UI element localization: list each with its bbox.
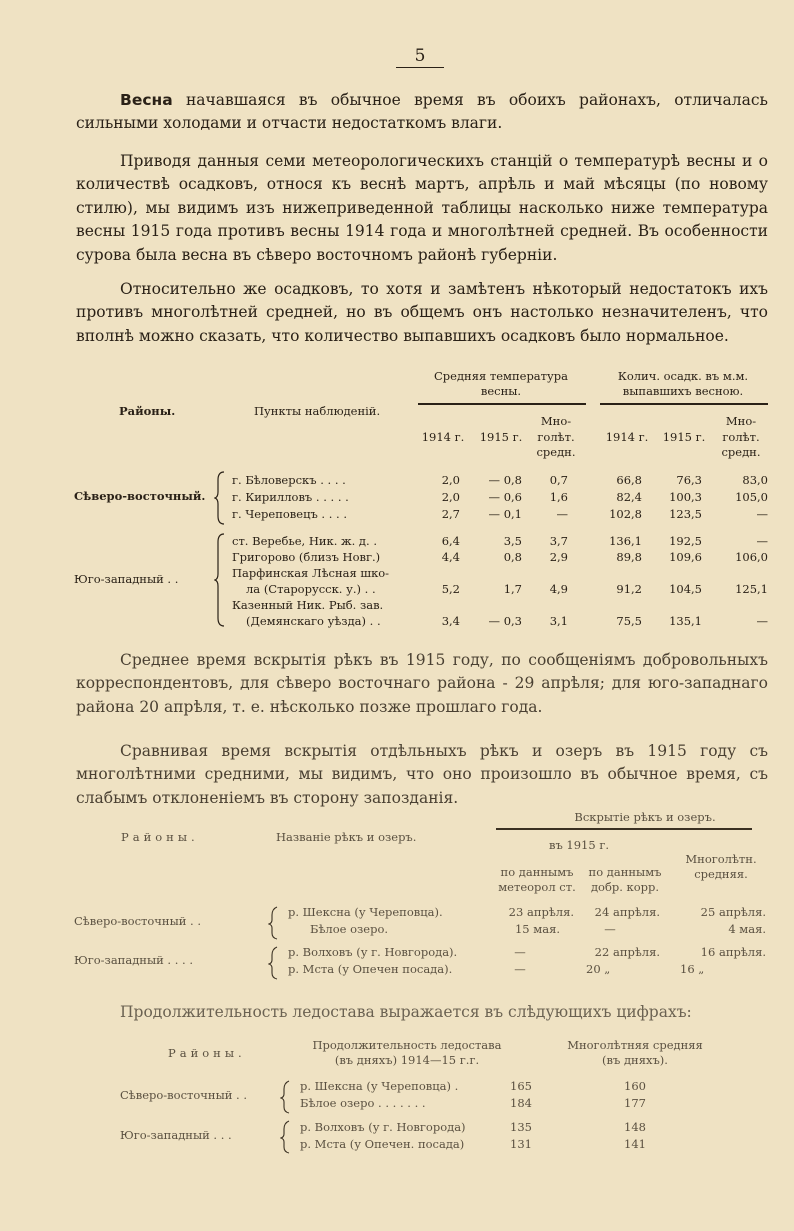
cell-t1914: 2,0	[441, 490, 460, 504]
header-part: метеорол ст.	[498, 880, 576, 894]
cell-pavg: 83,0	[742, 473, 768, 487]
paragraph-lead: Весна	[120, 91, 173, 109]
header-part: Мно-	[725, 414, 757, 428]
paragraph-temperature: Приводя данныя семи метеорологическихъ станцій о температурѣ весны и о количествѣ осадковъ, относя къ веснѣ мартъ, апрѣль и май мѣсяцы (по новому стилю), мы видимъ изъ нижеприведенной таблицы насколько ниже температура весны 1915 года противъ весны 1914 года и многолѣтней средней. Въ особенности сурова была весна въ сѣверо восточномъ районѣ губерніи.	[76, 152, 768, 264]
header-part: средн.	[721, 445, 761, 459]
cell-pavg: 106,0	[735, 550, 768, 564]
cell-pavg: 125,1	[735, 582, 768, 596]
avg-header	[674, 852, 768, 882]
cell-avg: 141	[624, 1137, 646, 1151]
cell-t1914: 5,2	[441, 582, 460, 596]
cell-avg: 148	[624, 1120, 646, 1134]
temp-1915-header: 1915 г.	[479, 430, 523, 444]
cell-tavg: —	[556, 507, 568, 521]
cell-p1914: 91,2	[616, 582, 642, 596]
cell-corr: 24 апрѣля.	[594, 905, 660, 919]
cell-tavg: 2,9	[549, 550, 568, 564]
paragraph-text: начавшаяся въ обычное время въ обоихъ районахъ, отличалась сильными холодами и отчасти недостаткомъ влаги.	[76, 91, 768, 133]
precip-group-rule	[600, 403, 768, 405]
cell-p1915: 123,5	[669, 507, 702, 521]
row-name: Бѣлое озеро . . . . . . .	[300, 1096, 426, 1110]
cell-t1915: 0,8	[503, 550, 522, 564]
cell-p1914: 75,5	[616, 614, 642, 628]
header-part: Многолѣтняя средняя	[567, 1038, 703, 1052]
cell-tavg: 0,7	[549, 473, 568, 487]
cell-avg: 177	[624, 1096, 646, 1110]
cell-pavg: —	[756, 507, 768, 521]
cell-p1915: 100,3	[669, 490, 702, 504]
cell-corr: —	[604, 922, 616, 936]
cell-t1914: 3,4	[441, 614, 460, 628]
points-header: Пункты наблюденій.	[254, 404, 381, 418]
temp-group-header-line1: Средняя температура	[433, 369, 569, 383]
cell-p1914: 102,8	[609, 507, 642, 521]
cell-pavg: —	[756, 534, 768, 548]
cell-days: 135	[510, 1120, 532, 1134]
row-name: р. Волховъ (у г. Новгорода)	[300, 1120, 466, 1134]
cell-p1914: 66,8	[616, 473, 642, 487]
precip-group-header-line2: выпавшихъ весною.	[622, 384, 744, 398]
paragraph-ice-breakup: Среднее время вскрытія рѣкъ въ 1915 году, по сообщеніямъ добровольныхъ корреспондентовъ, для сѣверо восточнаго района - 29 апрѣля; для юго-западнаго района 20 апрѣля, т. е. нѣсколько позже прошлаго года.	[76, 651, 768, 716]
cell-t1915: — 0,1	[488, 507, 522, 521]
header-part: Мно-	[540, 414, 572, 428]
cell-avg: 25 апрѣля.	[700, 905, 766, 919]
header-part: Продолжительность ледостава	[312, 1038, 502, 1052]
header-part: (въ дняхъ).	[602, 1053, 668, 1067]
row-name: р. Мста (у Опечен посада).	[288, 962, 453, 976]
paragraph-precipitation: Относительно же осадковъ, то хотя и замѣтенъ нѣкоторый недостатокъ ихъ противъ многолѣтней средней, но въ общемъ онъ настолько незначителенъ, что вполнѣ можно сказать, что количество выпавшихъ осадковъ было нормальное.	[76, 280, 768, 345]
header-part: по даннымъ	[588, 865, 662, 879]
cell-tavg: 3,1	[549, 614, 568, 628]
cell-pavg: —	[756, 614, 768, 628]
cell-t1915: — 0,3	[488, 614, 522, 628]
cell-avg: 16 „	[680, 962, 705, 976]
header-part: Многолѣтн.	[685, 852, 757, 866]
cell-corr: 22 апрѣля.	[594, 945, 660, 959]
cell-meteo: —	[514, 962, 526, 976]
cell-t1914: 2,0	[441, 473, 460, 487]
cell-t1914: 6,4	[441, 534, 460, 548]
brace-icon	[280, 1079, 292, 1155]
district-southwest: Юго-западный . . .	[120, 1128, 232, 1142]
cell-t1915: — 0,6	[488, 490, 522, 504]
row-point-line1: Парфинская Лѣсная шко-	[232, 566, 390, 580]
temp-avg-header	[530, 414, 582, 461]
row-point: г. Кирилловъ . . . . .	[232, 490, 349, 504]
row-point-line2: (Демянскаго уѣзда) . .	[246, 614, 381, 628]
cell-pavg: 105,0	[735, 490, 768, 504]
row-name: Бѣлое озеро.	[310, 922, 389, 936]
header-part: по даннымъ	[500, 865, 574, 879]
cell-p1914: 89,8	[616, 550, 642, 564]
cell-t1915: 3,5	[503, 534, 522, 548]
district-southwest: Юго-западный . . . .	[74, 953, 194, 967]
districts-header: Районы.	[168, 1046, 246, 1060]
row-point-line2: ла (Старорусск. у.) . .	[246, 582, 376, 596]
district-northeast: Сѣверо-восточный . .	[120, 1088, 248, 1102]
districts-header: Районы.	[119, 404, 176, 418]
paragraph-spring	[76, 89, 768, 136]
precip-group-header-line1: Колич. осадк. въ м.м.	[617, 369, 749, 383]
header-part: голѣт.	[722, 429, 760, 444]
cell-meteo: —	[514, 945, 526, 959]
breakup-group-header: Вскрытіе рѣкъ и озеръ.	[574, 810, 716, 824]
row-point: ст. Веребье, Ник. ж. д. .	[232, 534, 377, 548]
meteo-header	[494, 865, 580, 895]
cell-p1915: 135,1	[669, 614, 702, 628]
paragraph-comparison: Сравнивая время вскрытія отдѣльныхъ рѣкъ и озеръ въ 1915 году съ многолѣтними средними, мы видимъ, что оно произошло въ обычное время, съ слабымъ отклоненіемъ въ сторону запозданія.	[76, 742, 768, 807]
cell-p1915: 109,6	[669, 550, 702, 564]
names-header: Названіе рѣкъ и озеръ.	[276, 830, 417, 844]
cell-t1914: 4,4	[441, 550, 460, 564]
header-part: голѣт.	[537, 429, 575, 444]
corr-header	[580, 865, 670, 895]
year-1915-subheader: въ 1915 г.	[548, 838, 610, 852]
cell-avg: 16 апрѣля.	[700, 945, 766, 959]
district-northeast: Сѣверо-восточный.	[74, 489, 206, 503]
cell-avg: 4 мая.	[728, 922, 766, 936]
cell-meteo: 23 апрѣля.	[508, 905, 574, 919]
cell-p1915: 104,5	[669, 582, 702, 596]
page-number-rule	[396, 67, 444, 68]
cell-tavg: 1,6	[549, 490, 568, 504]
header-part: добр. корр.	[590, 880, 660, 894]
row-point: г. Бѣловерскъ . . . .	[232, 473, 346, 487]
avg-header	[550, 1038, 720, 1068]
cell-p1914: 82,4	[616, 490, 642, 504]
precip-avg-header	[714, 414, 768, 461]
breakup-group-rule	[496, 828, 752, 830]
cell-days: 165	[510, 1079, 532, 1093]
temp-group-header-line2: весны.	[480, 384, 522, 398]
cell-p1914: 136,1	[609, 534, 642, 548]
cell-t1915: 1,7	[503, 582, 522, 596]
cell-corr: 20 „	[586, 962, 611, 976]
row-point: г. Череповецъ . . . .	[232, 507, 348, 521]
cell-tavg: 3,7	[549, 534, 568, 548]
row-name: р. Волховъ (у г. Новгорода).	[288, 945, 458, 959]
row-point-line1: Казенный Ник. Рыб. зав.	[232, 598, 384, 612]
precip-1914-header: 1914 г.	[605, 430, 649, 444]
cell-tavg: 4,9	[549, 582, 568, 596]
cell-t1914: 2,7	[441, 507, 460, 521]
cell-p1915: 192,5	[669, 534, 702, 548]
cell-days: 131	[510, 1137, 532, 1151]
cell-meteo: 15 мая.	[514, 922, 560, 936]
temp-group-rule	[418, 403, 586, 405]
duration-header	[302, 1038, 512, 1068]
districts-header: Районы.	[121, 830, 199, 844]
district-southwest: Юго-западный . .	[74, 572, 179, 586]
brace-icon	[214, 470, 228, 630]
brace-icon	[268, 905, 280, 981]
row-name: р. Шексна (у Череповца) .	[300, 1079, 459, 1093]
cell-days: 184	[510, 1096, 532, 1110]
cell-avg: 160	[624, 1079, 646, 1093]
row-name: р. Шексна (у Череповца).	[288, 905, 443, 919]
district-northeast: Сѣверо-восточный . .	[74, 914, 202, 928]
row-point: Григорово (близъ Новг.)	[232, 550, 381, 564]
header-part: средняя.	[694, 867, 748, 881]
header-part: средн.	[536, 445, 576, 459]
page-number: 5	[414, 46, 426, 66]
paragraph-ice-duration: Продолжительность ледостава выражается въ слѣдующихъ цифрахъ:	[120, 1003, 692, 1021]
cell-p1915: 76,3	[676, 473, 702, 487]
header-part: (въ дняхъ) 1914—15 г.г.	[334, 1053, 480, 1067]
cell-t1915: — 0,8	[488, 473, 522, 487]
row-name: р. Мста (у Опечен. посада)	[300, 1137, 465, 1151]
temp-1914-header: 1914 г.	[421, 430, 465, 444]
precip-1915-header: 1915 г.	[662, 430, 706, 444]
